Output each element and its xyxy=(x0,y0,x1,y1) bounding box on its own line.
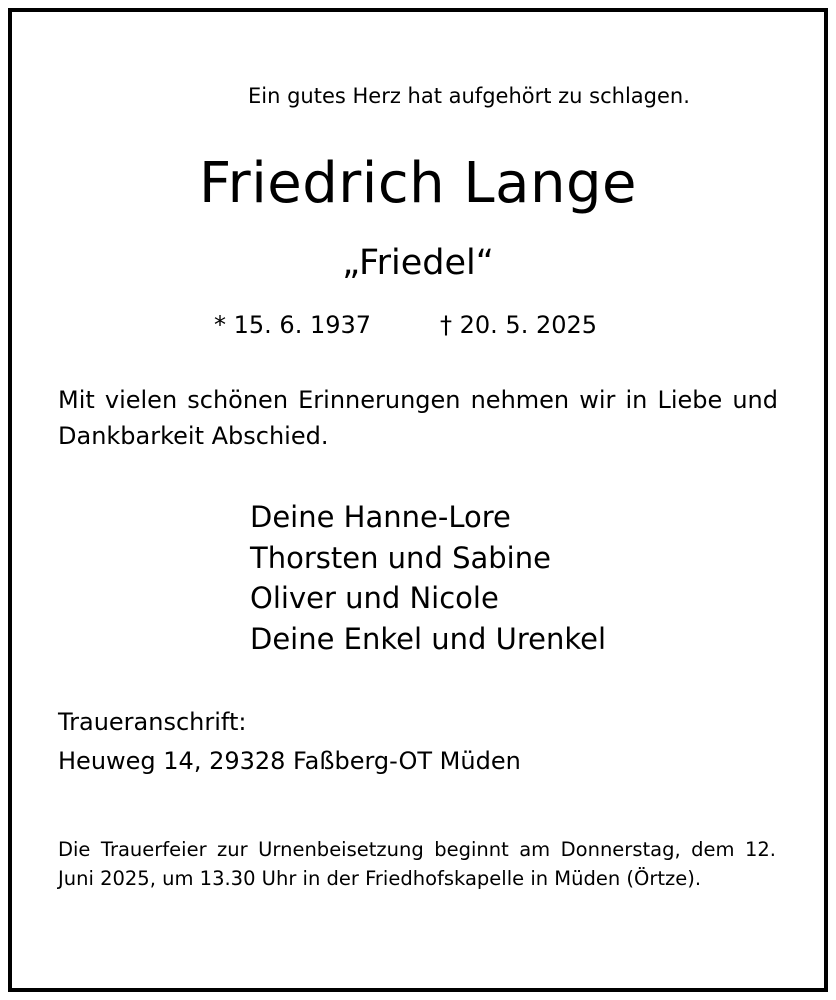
funeral-service-info: Die Trauerfeier zur Urnenbeisetzung beginnt am Donnerstag, dem 12. Juni 2025, um 13.30 Uhr in der Friedhofskapelle in Müden (Örtze). xyxy=(58,838,776,890)
address-label: Traueranschrift: xyxy=(58,708,247,736)
mourners-list xyxy=(250,497,606,659)
mourner-item: Deine Hanne-Lore xyxy=(250,500,511,534)
birth-date: * 15. 6. 1937 xyxy=(214,311,372,339)
mourner-item: Oliver und Nicole xyxy=(250,581,499,615)
deceased-name: Friedrich Lange xyxy=(199,151,637,216)
farewell-text: Mit vielen schönen Erinnerungen nehmen wir in Liebe und Dankbarkeit Abschied. xyxy=(58,386,778,450)
mourning-address: Heuweg 14, 29328 Faßberg-OT Müden xyxy=(58,747,521,775)
mourner-item: Deine Enkel und Urenkel xyxy=(250,621,607,656)
deceased-nickname: „Friedel“ xyxy=(342,243,494,283)
death-date: † 20. 5. 2025 xyxy=(440,311,598,339)
motto-line: Ein gutes Herz hat aufgehört zu schlagen. xyxy=(248,84,690,108)
mourner-item: Thorsten und Sabine xyxy=(250,540,551,575)
